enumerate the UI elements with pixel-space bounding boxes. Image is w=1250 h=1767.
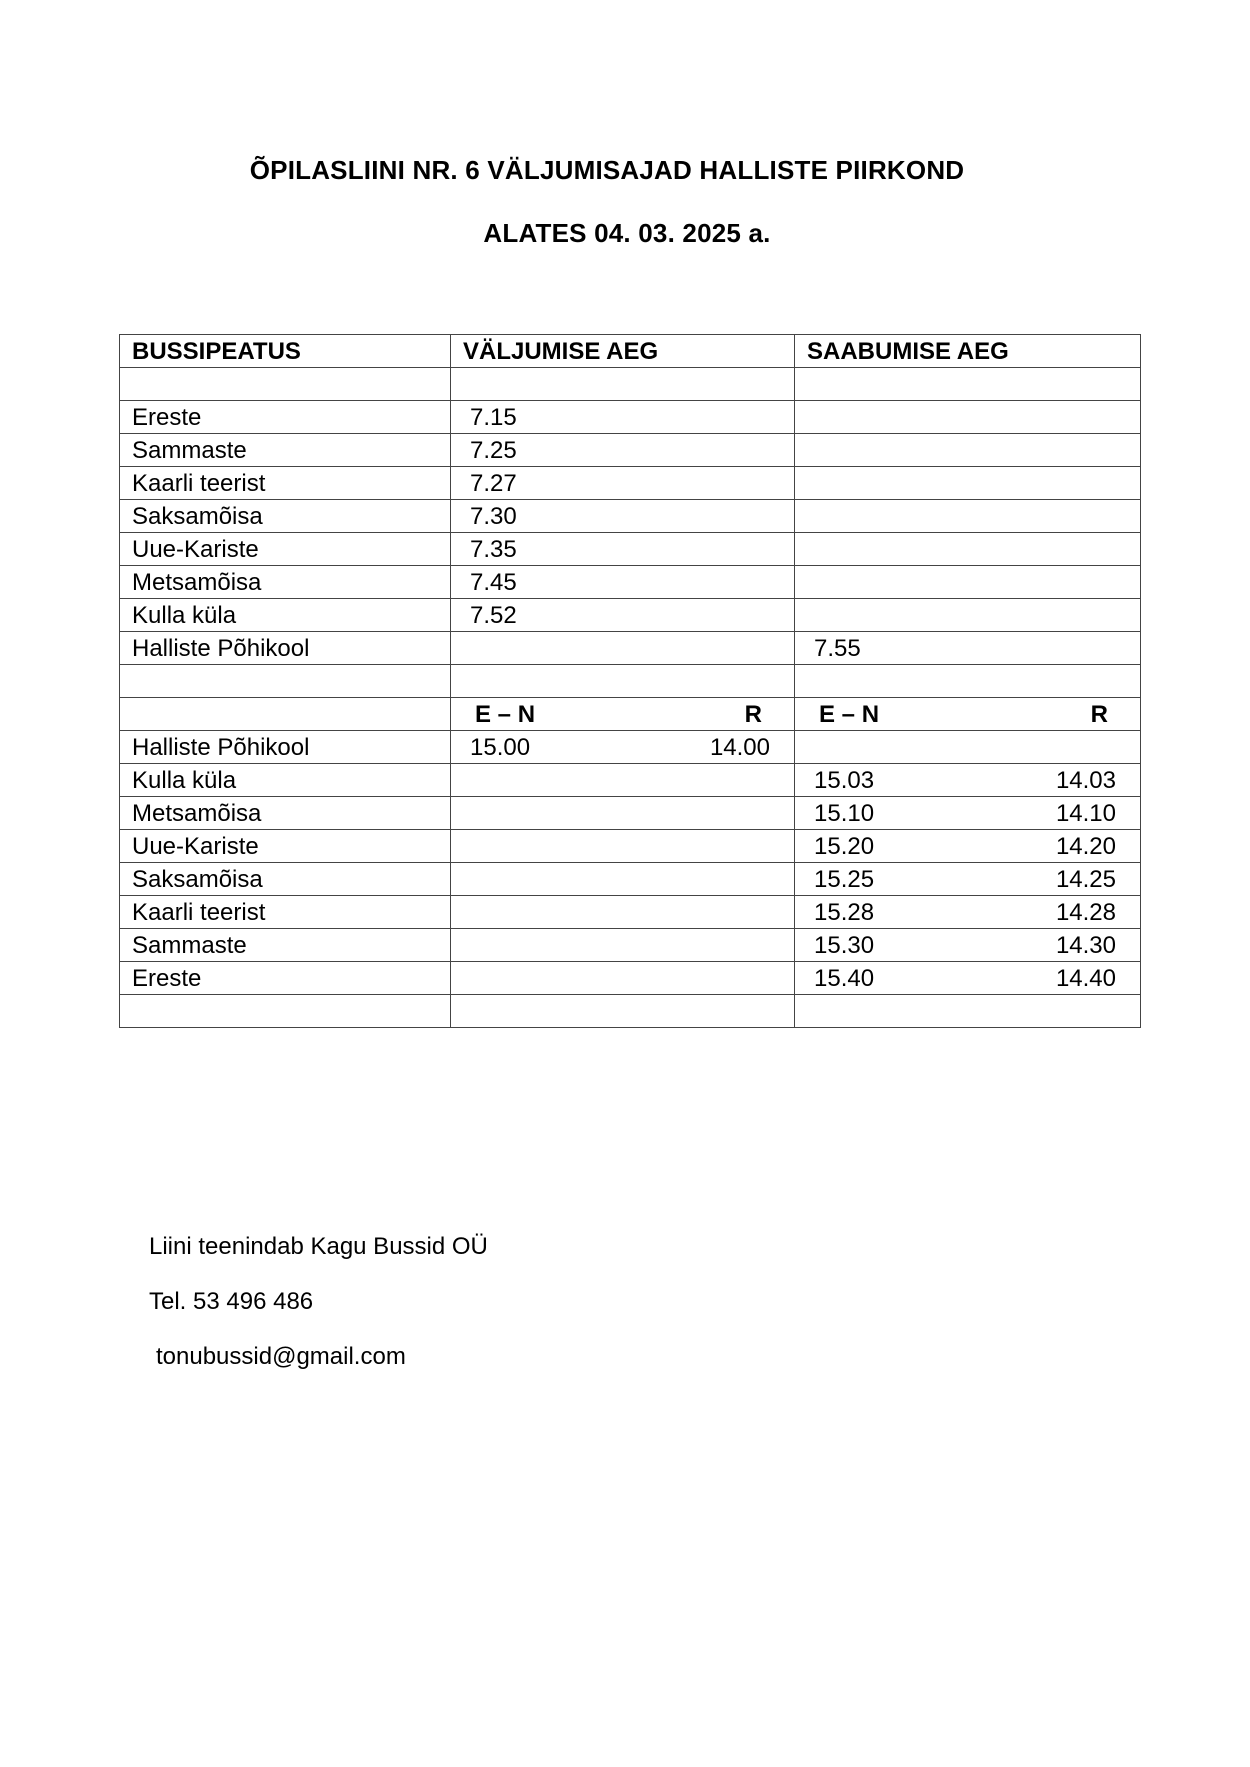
stop-name: Ereste <box>132 965 202 992</box>
stop-name: Halliste Põhikool <box>132 635 310 662</box>
table-row <box>120 533 1141 566</box>
table-row <box>120 929 1141 962</box>
arrival-time-friday: 14.20 <box>1055 833 1116 860</box>
arrival-time-friday: 14.40 <box>1055 965 1116 992</box>
stop-name: Saksamõisa <box>132 503 263 530</box>
arrival-time-friday: 14.03 <box>1055 767 1116 794</box>
stop-name: Kaarli teerist <box>132 899 266 926</box>
arrival-time-mon-thu: 15.40 <box>814 965 875 992</box>
stop-name: Saksamõisa <box>132 866 263 893</box>
table-row <box>120 830 1141 863</box>
table-row <box>120 500 1141 533</box>
departure-time: 7.27 <box>470 470 517 497</box>
departure-time: 7.35 <box>470 536 517 563</box>
header-bus-stop: BUSSIPEATUS <box>132 338 301 365</box>
table-row <box>120 566 1141 599</box>
stop-name: Kulla küla <box>132 602 237 629</box>
table-row <box>120 896 1141 929</box>
departure-time: 7.25 <box>470 437 517 464</box>
table-spacer-row <box>120 368 1141 401</box>
departure-time-mon-thu: 15.00 <box>470 734 531 761</box>
arrival-time-mon-thu: 15.28 <box>814 899 875 926</box>
table-row <box>120 797 1141 830</box>
arrive-friday-label: R <box>1090 701 1108 728</box>
phone-text: Tel. 53 496 486 <box>149 1288 314 1315</box>
arrival-time-friday: 14.25 <box>1055 866 1116 893</box>
table-row <box>120 434 1141 467</box>
arrival-time-mon-thu: 15.30 <box>814 932 875 959</box>
arrive-mon-thu-label: E – N <box>819 701 880 728</box>
arrival-time-friday: 14.10 <box>1055 800 1116 827</box>
arrival-time-friday: 14.30 <box>1055 932 1116 959</box>
depart-mon-thu-label: E – N <box>475 701 536 728</box>
arrival-time-mon-thu: 15.25 <box>814 866 875 893</box>
stop-name: Ereste <box>132 404 202 431</box>
arrival-time: 7.55 <box>814 635 861 662</box>
table-row <box>120 863 1141 896</box>
afternoon-subheader-row <box>120 698 1141 731</box>
operator-text: Liini teenindab Kagu Bussid OÜ <box>149 1233 488 1260</box>
header-arrival-time: SAABUMISE AEG <box>807 338 1009 365</box>
email-text: tonubussid@gmail.com <box>156 1343 406 1370</box>
stop-name: Metsamõisa <box>132 569 262 596</box>
table-row <box>120 962 1141 995</box>
table-row <box>120 764 1141 797</box>
stop-name: Kaarli teerist <box>132 470 266 497</box>
table-row <box>120 632 1141 665</box>
header-departure-time: VÄLJUMISE AEG <box>463 338 659 365</box>
table-row <box>120 731 1141 764</box>
stop-name: Uue-Kariste <box>132 536 259 563</box>
table-spacer-row <box>120 995 1141 1028</box>
departure-time: 7.15 <box>470 404 517 431</box>
document-title: ÕPILASLIINI NR. 6 VÄLJUMISAJAD HALLISTE PIIRKOND <box>249 155 965 185</box>
table-spacer-row <box>120 665 1141 698</box>
table-header-row <box>120 335 1141 368</box>
timetable <box>119 334 1141 1028</box>
arrival-time-friday: 14.28 <box>1055 899 1116 926</box>
table-row <box>120 599 1141 632</box>
stop-name: Sammaste <box>132 437 247 464</box>
departure-time-friday: 14.00 <box>709 734 770 761</box>
departure-time: 7.52 <box>470 602 517 629</box>
stop-name: Kulla küla <box>132 767 237 794</box>
table-row <box>120 467 1141 500</box>
stop-name: Metsamõisa <box>132 800 262 827</box>
arrival-time-mon-thu: 15.03 <box>814 767 875 794</box>
departure-time: 7.45 <box>470 569 517 596</box>
stop-name: Uue-Kariste <box>132 833 259 860</box>
arrival-time-mon-thu: 15.10 <box>814 800 875 827</box>
depart-friday-label: R <box>744 701 762 728</box>
stop-name: Sammaste <box>132 932 247 959</box>
arrival-time-mon-thu: 15.20 <box>814 833 875 860</box>
table-row <box>120 401 1141 434</box>
departure-time: 7.30 <box>470 503 517 530</box>
stop-name: Halliste Põhikool <box>132 734 310 761</box>
document-subtitle-date: ALATES 04. 03. 2025 a. <box>483 218 771 248</box>
